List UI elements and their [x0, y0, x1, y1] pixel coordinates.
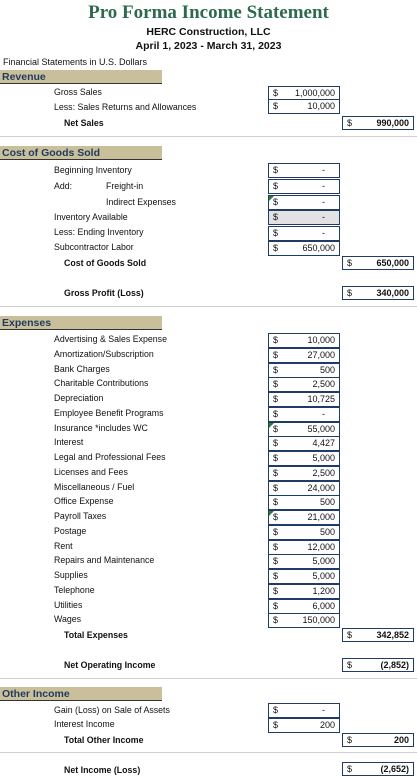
gross-profit-label: Gross Profit (Loss)	[64, 288, 144, 298]
total-other-income-cell[interactable]	[342, 733, 414, 747]
expense-cell[interactable]	[268, 392, 340, 407]
currency-symbol: $	[273, 350, 279, 360]
currency-symbol: $	[347, 630, 353, 640]
expense-value: 4,427	[312, 438, 335, 448]
expense-cell[interactable]	[268, 466, 340, 481]
inventory-available-cell[interactable]	[268, 210, 340, 225]
currency-symbol: $	[347, 288, 353, 298]
returns-label: Less: Sales Returns and Allowances	[54, 102, 197, 112]
expense-label: Miscellaneous / Fuel	[54, 482, 135, 492]
currency-symbol: $	[273, 453, 279, 463]
cogs-total-label: Cost of Goods Sold	[64, 258, 147, 268]
expense-cell[interactable]	[268, 599, 340, 614]
net-sales-cell[interactable]	[342, 116, 414, 130]
expense-cell[interactable]	[268, 569, 340, 584]
currency-symbol: $	[273, 212, 279, 222]
ending-inventory-cell[interactable]	[268, 226, 340, 241]
currency-symbol: $	[347, 118, 353, 128]
currency-note: Financial Statements in U.S. Dollars	[3, 57, 148, 67]
returns-cell[interactable]	[268, 99, 340, 114]
indirect-expenses-value: -	[322, 197, 325, 207]
expense-cell[interactable]	[268, 333, 340, 348]
currency-symbol: $	[273, 228, 279, 238]
beginning-inventory-cell[interactable]	[268, 163, 340, 178]
expense-value: 21,000	[307, 512, 335, 522]
section-other-income: Other Income	[0, 687, 162, 701]
currency-symbol: $	[273, 527, 279, 537]
inventory-available-label: Inventory Available	[54, 212, 128, 222]
expense-value: 27,000	[307, 350, 335, 360]
expense-value: 12,000	[307, 542, 335, 552]
expense-label: Interest	[54, 437, 84, 447]
divider	[0, 306, 417, 307]
cogs-total-value: 650,000	[376, 258, 409, 268]
expense-cell[interactable]	[268, 436, 340, 451]
total-other-income-value: 200	[393, 735, 409, 745]
currency-symbol: $	[273, 556, 279, 566]
expense-label: Postage	[54, 526, 87, 536]
expense-value: 5,000	[312, 453, 335, 463]
expense-label: Amortization/Subscription	[54, 349, 154, 359]
expense-value: 10,725	[307, 394, 335, 404]
currency-symbol: $	[273, 615, 279, 625]
expense-label: Licenses and Fees	[54, 467, 128, 477]
section-expenses: Expenses	[0, 316, 162, 330]
currency-symbol: $	[347, 735, 353, 745]
expense-cell[interactable]	[268, 584, 340, 599]
expense-label: Charitable Contributions	[54, 378, 149, 388]
expense-label: Legal and Professional Fees	[54, 452, 166, 462]
gross-sales-label: Gross Sales	[54, 87, 102, 97]
interest-income-value: 200	[319, 720, 335, 730]
expense-value: 5,000	[312, 556, 335, 566]
currency-symbol: $	[273, 720, 279, 730]
expense-value: 500	[319, 527, 335, 537]
expense-value: 6,000	[312, 601, 335, 611]
expense-value: 2,500	[312, 379, 335, 389]
expense-label: Depreciation	[54, 393, 104, 403]
add-label: Add:	[54, 181, 73, 191]
total-other-income-label: Total Other Income	[64, 735, 144, 745]
total-expenses-label: Total Expenses	[64, 630, 128, 640]
expense-label: Advertising & Sales Expense	[54, 334, 167, 344]
currency-symbol: $	[273, 181, 279, 191]
subcontractor-cell[interactable]	[268, 241, 340, 256]
ending-inventory-value: -	[322, 228, 325, 238]
returns-value: 10,000	[307, 101, 335, 111]
gain-on-assets-cell[interactable]	[268, 703, 340, 718]
beginning-inventory-label: Beginning Inventory	[54, 165, 132, 175]
net-operating-income-value: (2,852)	[380, 660, 409, 670]
expense-cell[interactable]	[268, 377, 340, 392]
subcontractor-label: Subcontractor Labor	[54, 242, 134, 252]
subcontractor-value: 650,000	[302, 243, 335, 253]
divider	[0, 136, 417, 137]
expense-label: Employee Benefit Programs	[54, 408, 164, 418]
divider	[0, 678, 417, 679]
gain-on-assets-value: -	[322, 705, 325, 715]
expense-label: Office Expense	[54, 496, 114, 506]
currency-symbol: $	[273, 101, 279, 111]
statement-period: April 1, 2023 - March 31, 2023	[135, 40, 282, 52]
net-income-value: (2,652)	[380, 764, 409, 774]
expense-value: 5,000	[312, 571, 335, 581]
currency-symbol: $	[273, 542, 279, 552]
currency-symbol: $	[273, 571, 279, 581]
expense-label: Payroll Taxes	[54, 511, 107, 521]
inventory-available-value: -	[322, 212, 325, 222]
freight-value: -	[322, 181, 325, 191]
expense-label: Supplies	[54, 570, 88, 580]
currency-symbol: $	[273, 197, 279, 207]
expense-value: 150,000	[302, 615, 335, 625]
expense-cell[interactable]	[268, 481, 340, 496]
currency-symbol: $	[273, 424, 279, 434]
expense-label: Rent	[54, 541, 73, 551]
currency-symbol: $	[273, 394, 279, 404]
expense-value: 500	[319, 497, 335, 507]
interest-income-label: Interest Income	[54, 719, 115, 729]
currency-symbol: $	[273, 586, 279, 596]
expense-cell[interactable]	[268, 422, 340, 437]
expense-label: Insurance *includes WC	[54, 423, 148, 433]
expense-cell[interactable]	[268, 495, 340, 510]
indirect-expenses-cell[interactable]	[268, 195, 340, 210]
currency-symbol: $	[347, 764, 353, 774]
expense-value: 1,200	[312, 586, 335, 596]
expense-value: 500	[319, 365, 335, 375]
expense-cell[interactable]	[268, 540, 340, 555]
expense-label: Telephone	[54, 585, 95, 595]
currency-symbol: $	[273, 243, 279, 253]
interest-income-cell[interactable]	[268, 718, 340, 733]
expense-label: Utilities	[54, 600, 83, 610]
currency-symbol: $	[273, 512, 279, 522]
currency-symbol: $	[273, 335, 279, 345]
gross-sales-cell[interactable]	[268, 86, 340, 100]
currency-symbol: $	[273, 497, 279, 507]
section-cogs: Cost of Goods Sold	[0, 146, 162, 160]
statement-title: Pro Forma Income Statement	[88, 2, 329, 23]
currency-symbol: $	[273, 88, 279, 98]
expense-cell[interactable]	[268, 510, 340, 525]
freight-label: Freight-in	[106, 181, 144, 191]
cogs-total-cell[interactable]	[342, 256, 414, 270]
currency-symbol: $	[347, 258, 353, 268]
expense-cell[interactable]	[268, 554, 340, 569]
currency-symbol: $	[273, 468, 279, 478]
ending-inventory-label: Less: Ending Inventory	[54, 227, 144, 237]
currency-symbol: $	[273, 409, 279, 419]
currency-symbol: $	[273, 379, 279, 389]
gross-profit-cell[interactable]	[342, 286, 414, 300]
expense-cell[interactable]	[268, 613, 340, 628]
currency-symbol: $	[347, 660, 353, 670]
section-revenue: Revenue	[0, 70, 162, 84]
expense-value: 24,000	[307, 483, 335, 493]
currency-symbol: $	[273, 483, 279, 493]
expense-cell[interactable]	[268, 348, 340, 363]
currency-symbol: $	[273, 705, 279, 715]
expense-value: -	[322, 409, 325, 419]
currency-symbol: $	[273, 165, 279, 175]
expense-label: Wages	[54, 614, 82, 624]
gross-sales-value: 1,000,000	[294, 88, 335, 98]
expense-label: Bank Charges	[54, 364, 110, 374]
divider	[0, 752, 417, 753]
net-operating-income-cell[interactable]	[342, 658, 414, 672]
expense-cell[interactable]	[268, 525, 340, 540]
expense-value: 2,500	[312, 468, 335, 478]
gross-profit-value: 340,000	[376, 288, 409, 298]
expense-cell[interactable]	[268, 407, 340, 422]
currency-symbol: $	[273, 438, 279, 448]
currency-symbol: $	[273, 365, 279, 375]
total-expenses-value: 342,852	[376, 630, 409, 640]
expense-label: Repairs and Maintenance	[54, 555, 155, 565]
currency-symbol: $	[273, 601, 279, 611]
net-operating-income-label: Net Operating Income	[64, 660, 156, 670]
gain-on-assets-label: Gain (Loss) on Sale of Assets	[54, 705, 170, 715]
freight-cell[interactable]	[268, 179, 340, 194]
expense-cell[interactable]	[268, 363, 340, 378]
indirect-expenses-label: Indirect Expenses	[106, 197, 176, 207]
expense-cell[interactable]	[268, 451, 340, 466]
expense-value: 55,000	[307, 424, 335, 434]
beginning-inventory-value: -	[322, 165, 325, 175]
total-expenses-cell[interactable]	[342, 628, 414, 642]
expense-value: 10,000	[307, 335, 335, 345]
company-name: HERC Construction, LLC	[146, 26, 271, 38]
net-income-cell[interactable]	[342, 762, 414, 776]
net-sales-label: Net Sales	[64, 118, 104, 128]
net-sales-value: 990,000	[376, 118, 409, 128]
net-income-label: Net Income (Loss)	[64, 765, 141, 775]
